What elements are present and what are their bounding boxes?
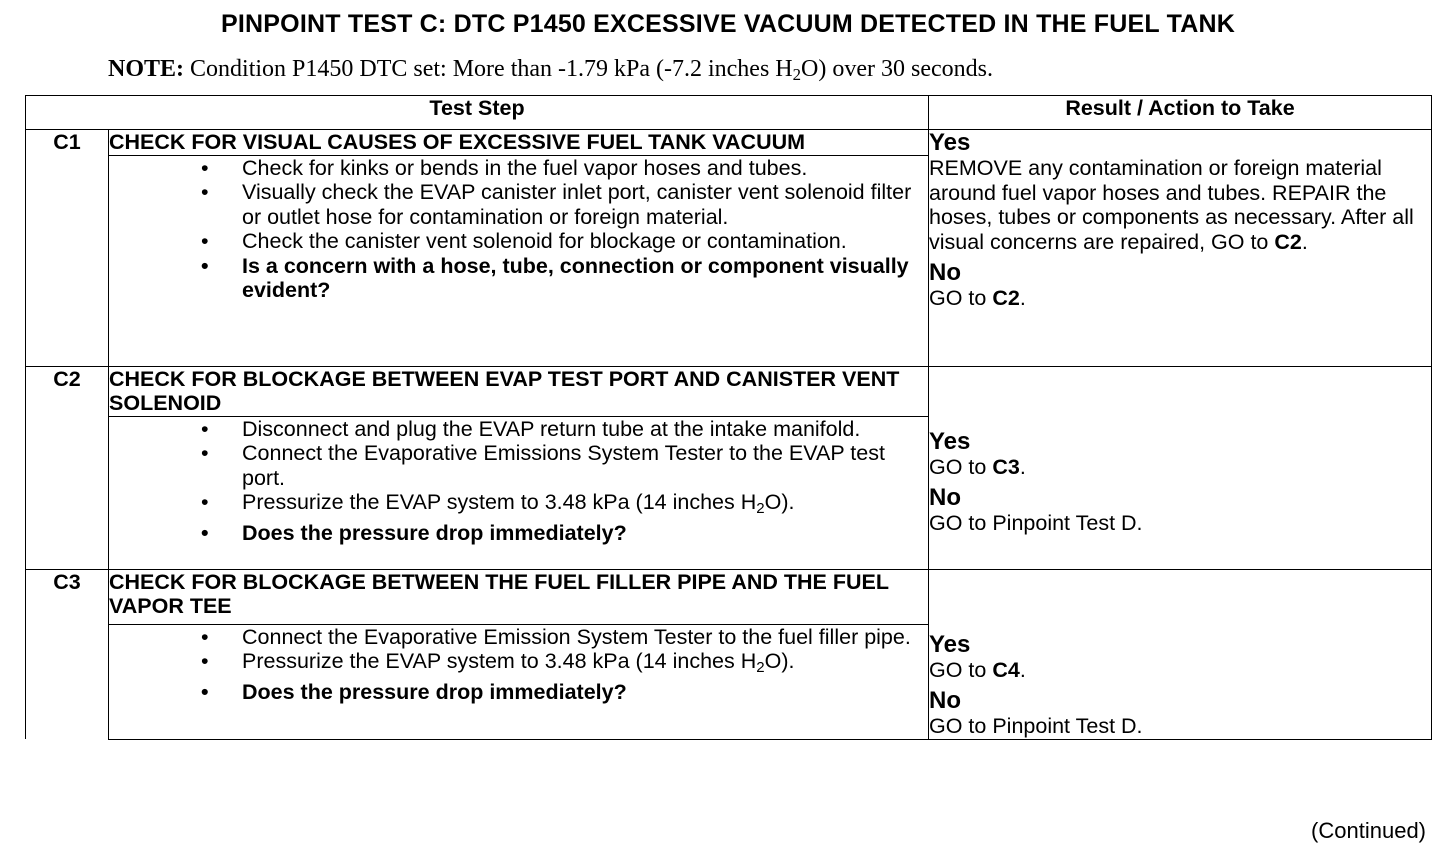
table-header-row — [26, 96, 1432, 130]
yes-action-ref: C2 — [1274, 229, 1302, 254]
step-instructions — [109, 416, 929, 569]
yes-action — [929, 156, 1431, 254]
step-instructions — [109, 624, 929, 739]
note-line — [108, 56, 1408, 85]
pressure-text-end: O). — [764, 649, 795, 673]
yes-label: Yes — [929, 129, 971, 156]
continued-footer: (Continued) — [1311, 818, 1426, 843]
page-title: PINPOINT TEST C: DTC P1450 EXCESSIVE VACUUM DETECTED IN THE FUEL TANK — [221, 10, 1235, 38]
list-item: • Connect the Evaporative Emission System Tester to the fuel filler pipe. — [109, 625, 928, 650]
yes-label: Yes — [929, 630, 971, 658]
step-instructions — [109, 155, 929, 366]
pressure-subscript: 2 — [756, 499, 765, 517]
yes-action-text: GO to — [929, 454, 993, 479]
step-id: C3 — [26, 569, 109, 739]
yes-action-ref: C3 — [992, 454, 1020, 479]
no-action-end: . — [1019, 286, 1026, 310]
yes-action-end: . — [1019, 454, 1026, 479]
list-item: • Check the canister vent solenoid for blockage or contamination. — [109, 229, 928, 254]
yes-action — [929, 455, 1431, 480]
list-item — [109, 649, 928, 680]
list-item: • Visually check the EVAP canister inlet port, canister vent solenoid filter or outlet hose for contamination or foreign material. — [109, 180, 928, 229]
column-header-result: Result / Action to Take — [929, 96, 1432, 130]
table-row — [26, 366, 1432, 416]
table-row — [26, 569, 1432, 624]
step-id: C2 — [26, 366, 109, 569]
result-cell — [929, 130, 1432, 367]
step-question: • Does the pressure drop immediately? — [109, 521, 928, 546]
yes-action-end: . — [1301, 229, 1308, 254]
no-action: GO to Pinpoint Test D. — [929, 511, 1143, 535]
list-item: • Connect the Evaporative Emissions System Tester to the EVAP test port. — [109, 441, 928, 490]
table-row — [26, 130, 1432, 156]
no-action — [929, 286, 1431, 311]
step-title: CHECK FOR VISUAL CAUSES OF EXCESSIVE FUEL TANK VACUUM — [109, 130, 929, 156]
step-question: • Does the pressure drop immediately? — [109, 680, 928, 705]
yes-action-end: . — [1019, 657, 1026, 682]
note-text: Condition P1450 DTC set: More than -1.79 kPa (-7.2 inches H — [184, 56, 793, 82]
no-label: No — [929, 687, 961, 714]
no-label: No — [929, 259, 961, 286]
note-text-end: O) over 30 seconds. — [801, 56, 993, 82]
step-title: CHECK FOR BLOCKAGE BETWEEN THE FUEL FILLER PIPE AND THE FUEL VAPOR TEE — [109, 569, 929, 624]
no-action-text: GO to — [929, 286, 993, 310]
list-item — [109, 490, 928, 521]
list-item: • Check for kinks or bends in the fuel vapor hoses and tubes. — [109, 156, 928, 181]
pressure-text: Pressurize the EVAP system to 3.48 kPa (14 inches H — [242, 490, 757, 514]
no-action: GO to Pinpoint Test D. — [929, 714, 1143, 738]
note-label: NOTE: — [108, 56, 185, 82]
yes-action-text: REMOVE any contamination or foreign material around fuel vapor hoses and tubes. REPAIR the hoses, tubes or components as necessary. After all visual concerns are repaired, GO to — [929, 156, 1414, 254]
column-header-test-step: Test Step — [26, 96, 929, 130]
no-label: No — [929, 484, 961, 511]
pressure-subscript: 2 — [756, 658, 765, 676]
list-item: • Disconnect and plug the EVAP return tube at the intake manifold. — [109, 417, 928, 442]
step-title: CHECK FOR BLOCKAGE BETWEEN EVAP TEST PORT AND CANISTER VENT SOLENOID — [109, 366, 929, 416]
pressure-text-end: O). — [764, 490, 795, 514]
no-action-ref: C2 — [992, 286, 1020, 310]
yes-label: Yes — [929, 427, 971, 455]
result-cell — [929, 569, 1432, 739]
yes-action — [929, 658, 1431, 683]
yes-action-ref: C4 — [992, 657, 1020, 682]
step-id: C1 — [26, 130, 109, 367]
pressure-text: Pressurize the EVAP system to 3.48 kPa (14 inches H — [242, 649, 757, 673]
step-question: • Is a concern with a hose, tube, connection or component visually evident? — [109, 254, 928, 303]
yes-action-text: GO to — [929, 657, 993, 682]
note-subscript: 2 — [792, 65, 802, 85]
pinpoint-test-table — [25, 95, 1432, 740]
result-cell — [929, 366, 1432, 569]
